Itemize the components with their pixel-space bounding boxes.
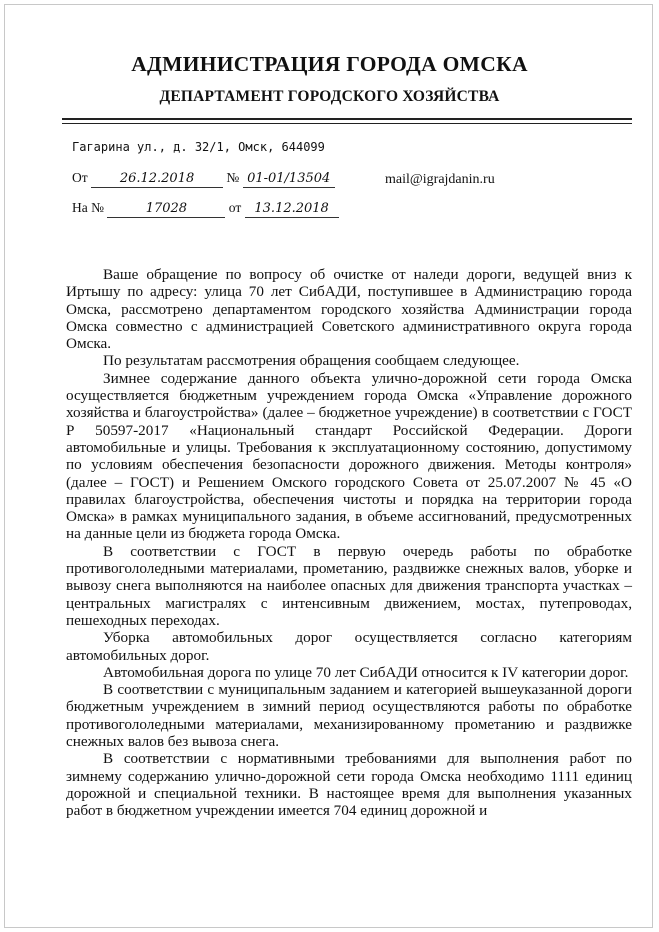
outgoing-registration xyxy=(72,170,335,188)
outgoing-number: 01-01/13504 xyxy=(243,171,335,188)
from-date: 26.12.2018 xyxy=(91,171,223,188)
incoming-reference xyxy=(72,200,339,218)
paragraph-municipal-task: В соответствии с муниципальным заданием и категорией вышеуказанной дороги бюджетным учреждением в зимний период осуществляются работы по обработке противогололедными материалами, механизированному прометанию и раздвижке снежных валов без вывоза снега. xyxy=(66,681,632,751)
paragraph-result-intro: По результатам рассмотрения обращения сообщаем следующее. xyxy=(103,352,520,370)
paragraph-request: Ваше обращение по вопросу об очистке от наледи дороги, ведущей вниз к Иртышу по адресу: улица 70 лет СибАДИ, поступившее в Администрацию города Омска, рассмотрено департаментом городского хозяйства Администрации города Омска совместно с администрацией Советского административного округа города Омска. xyxy=(66,266,632,353)
reference-date: 13.12.2018 xyxy=(245,201,339,218)
number-label: № xyxy=(226,170,240,185)
reference-number: 17028 xyxy=(107,201,225,218)
paragraph-winter-maintenance: Зимнее содержание данного объекта улично-дорожной сети города Омска осуществляется бюджетным учреждением города Омска «Управление дорожного хозяйства и благоустройства» (далее – бюджетное учреждение) в соответствии с ГОСТ Р 50597-2017 «Национальный стандарт Российской Федерации. Дороги автомобильные и улицы. Требования к эксплуатационному состоянию, допустимому по условиям обеспечения безопасности дорожного движения. Методы контроля» (далее – ГОСТ) и Решением Омского городского Совета от 25.07.2007 № 45 «О правилах благоустройства, обеспечения чистоты и порядка на территории города Омска» в рамках муниципального задания, в объеме ассигнований, предусмотренных на данные цели из бюджета города Омска. xyxy=(66,369,632,543)
header-rule-thick xyxy=(62,118,632,120)
reference-label: На № xyxy=(72,200,104,215)
paragraph-road-categories: Уборка автомобильных дорог осуществляется согласно категориям автомобильных дорог. xyxy=(66,629,632,664)
address-line: Гагарина ул., д. 32/1, Омск, 644099 xyxy=(72,140,325,154)
organization-title: АДМИНИСТРАЦИЯ ГОРОДА ОМСКА xyxy=(131,52,528,76)
letter-body xyxy=(66,266,632,820)
header-rule-thin xyxy=(62,123,632,124)
paragraph-road-category-iv: Автомобильная дорога по улице 70 лет СибАДИ относится к IV категории дорог. xyxy=(103,663,629,681)
reference-date-label: от xyxy=(228,200,242,215)
recipient-email: mail@igrajdanin.ru xyxy=(385,172,495,187)
paragraph-equipment: В соответствии с нормативными требованиями для выполнения работ по зимнему содержанию улично-дорожной сети города Омска необходимо 1111 единиц дорожной и специальной техники. В настоящее время для выполнения указанных работ в бюджетном учреждении имеется 704 единиц дорожной и xyxy=(66,750,632,820)
department-title: ДЕПАРТАМЕНТ ГОРОДСКОГО ХОЗЯЙСТВА xyxy=(159,88,500,105)
from-label: От xyxy=(72,170,88,185)
paragraph-gost-priority: В соответствии с ГОСТ в первую очередь работы по обработке противогололедными материалами, прометанию, раздвижке снежных валов, уборке и вывозу снега выполняются на наиболее опасных для движения транспорта участках – центральных магистралях с интенсивным движением, мостах, путепроводах, пешеходных переходах. xyxy=(66,542,632,629)
